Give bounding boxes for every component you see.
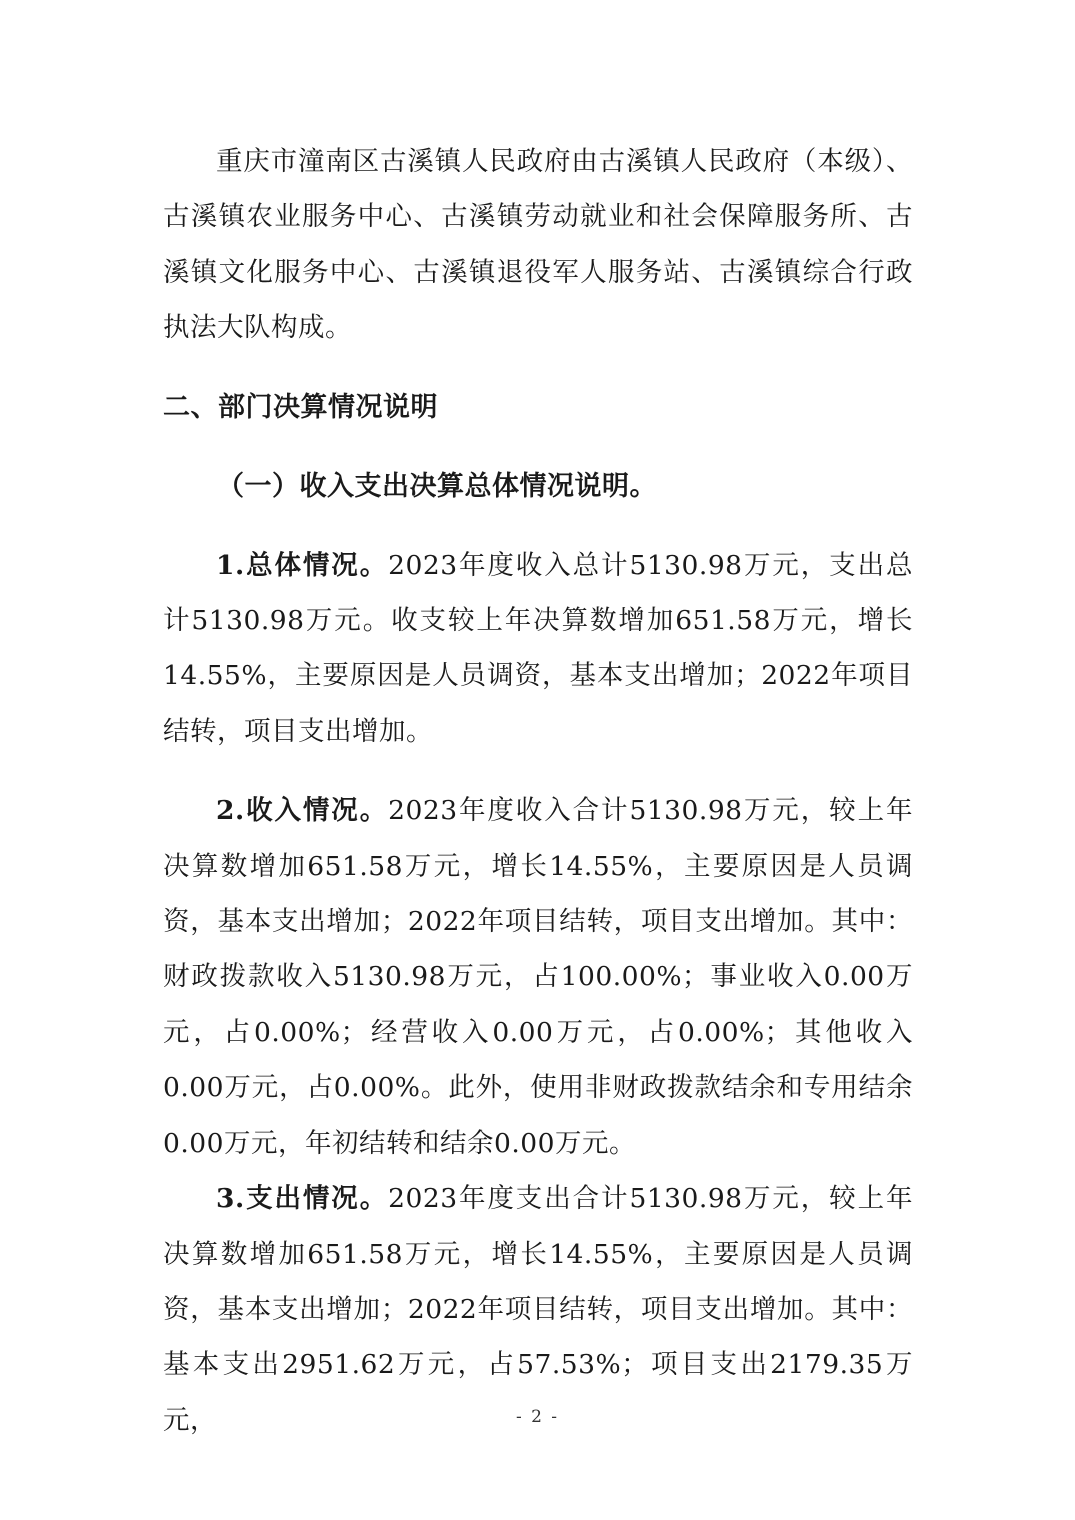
spacer [163,356,913,380]
paragraph-lead: 1.总体情况。 [216,549,389,581]
paragraph-income [163,783,913,1171]
paragraph-text: 2023年度收入总计5130.98万元，支出总计5130.98万元。收支较上年决算数增加651.58万元，增长14.55%，主要原因是人员调资，基本支出增加；2022年项目结转，项目支出增加。 [163,549,913,747]
spacer [163,514,913,538]
page-number: - 2 - [515,1407,560,1427]
document-body [163,134,913,1448]
paragraph-lead: 3.支出情况。 [216,1183,389,1215]
spacer [163,759,913,783]
section-heading: 二、部门决算情况说明 [163,391,438,423]
spacer [163,435,913,459]
paragraph-text: 2023年度收入合计5130.98万元，较上年决算数增加651.58万元，增长14.55%，主要原因是人员调资，基本支出增加；2022年项目结转，项目支出增加。其中：财政拨款收入5130.98万元，占100.00%；事业收入0.00万元，占0.00%；经营收入0.00万元，占0.00%；其他收入0.00万元，占0.00%。此外，使用非财政拨款结余和专用结余0.00万元，年初结转和结余0.00万元。 [163,795,913,1159]
intro-paragraph: 重庆市潼南区古溪镇人民政府由古溪镇人民政府（本级）、古溪镇农业服务中心、古溪镇劳动就业和社会保障服务所、古溪镇文化服务中心、古溪镇退役军人服务站、古溪镇综合行政执法大队构成。 [163,146,913,344]
subsection-heading: （一）收入支出决算总体情况说明。 [217,470,657,502]
paragraph-overall [163,538,913,760]
paragraph-text: 2023年度支出合计5130.98万元，较上年决算数增加651.58万元，增长14.55%，主要原因是人员调资，基本支出增加；2022年项目结转，项目支出增加。其中：基本支出2951.62万元，占57.53%；项目支出2179.35万元， [163,1183,913,1436]
paragraph-lead: 2.收入情况。 [216,795,389,827]
